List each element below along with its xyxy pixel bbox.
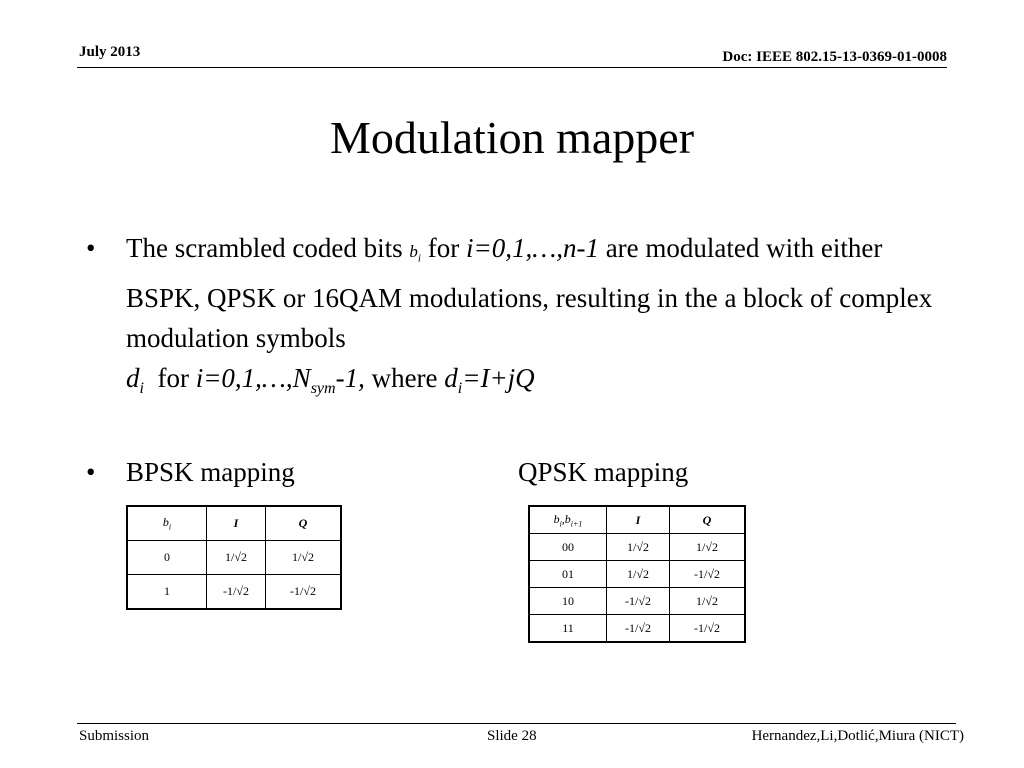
footer-submission: Submission [79, 728, 150, 744]
cell-q: -1/√2 [670, 561, 746, 588]
table-row [529, 588, 745, 615]
cell-bits: 10 [529, 588, 607, 615]
bullet-mapping [86, 452, 689, 492]
cell-bit: 0 [127, 541, 207, 575]
cell-i: -1/√2 [607, 615, 670, 643]
cell-i: 1/√2 [607, 534, 670, 561]
cell-q: 1/√2 [670, 534, 746, 561]
cell-q: 1/√2 [670, 588, 746, 615]
text-part: are modulated with either BSPK, QPSK or 16QAM modulations, resulting in the a block of complex modulation symbols [126, 233, 933, 354]
cell-q: -1/√2 [670, 615, 746, 643]
symbol-equation: $d_i=I+jQ$ [444, 363, 535, 398]
symbol-di: $d_i$ [126, 363, 144, 398]
bullet-scrambled-bits [86, 228, 956, 398]
bullet-dot: • [86, 457, 96, 487]
header-i: I [207, 506, 266, 541]
symbol-bi: $b_i$ [409, 242, 421, 265]
qpsk-table [528, 505, 746, 643]
header-q: Q [266, 506, 342, 541]
table-header-row [127, 506, 341, 541]
header-doc-id: Doc: IEEE 802.15-13-0369-01-0008 [722, 49, 947, 65]
footer-divider [77, 723, 956, 724]
cell-q: 1/√2 [266, 541, 342, 575]
cell-bits: 11 [529, 615, 607, 643]
cell-bit: 1 [127, 575, 207, 610]
header-i: I [607, 506, 670, 534]
bullet-dot: • [86, 233, 96, 263]
text-part: for [420, 233, 466, 263]
cell-i: -1/√2 [207, 575, 266, 610]
cell-bits: 00 [529, 534, 607, 561]
footer-authors: Hernandez,Li,Dotlić,Miura (NICT) [751, 728, 964, 744]
bpsk-label: BPSK mapping [126, 457, 295, 487]
table-row [127, 541, 341, 575]
cell-i: 1/√2 [607, 561, 670, 588]
table-row [127, 575, 341, 610]
bullet-text [126, 228, 956, 398]
footer-slide-number: Slide 28 [487, 728, 537, 744]
cell-q: -1/√2 [266, 575, 342, 610]
cell-i: -1/√2 [607, 588, 670, 615]
text-part: where [364, 363, 445, 394]
index-range: i=0,1,…,n-1 [465, 233, 599, 263]
text-part: for [143, 363, 196, 394]
header-bits: $b_i,b_{i+1}$ [529, 506, 607, 534]
symbol-range: $i=0,1,\dots,N_{sym}-1$, [195, 363, 365, 398]
cell-i: 1/√2 [207, 541, 266, 575]
text-part: The scrambled coded bits [126, 233, 403, 263]
header-bit: $b_i$ [127, 506, 207, 541]
table-row [529, 534, 745, 561]
qpsk-label: QPSK mapping [518, 457, 689, 487]
table-row [529, 615, 745, 643]
header-q: Q [670, 506, 746, 534]
cell-bits: 01 [529, 561, 607, 588]
table-header-row [529, 506, 745, 534]
slide-title: Modulation mapper [329, 112, 695, 163]
header-date: July 2013 [79, 44, 141, 60]
header-divider [77, 67, 947, 68]
table-row [529, 561, 745, 588]
bpsk-table [126, 505, 342, 610]
